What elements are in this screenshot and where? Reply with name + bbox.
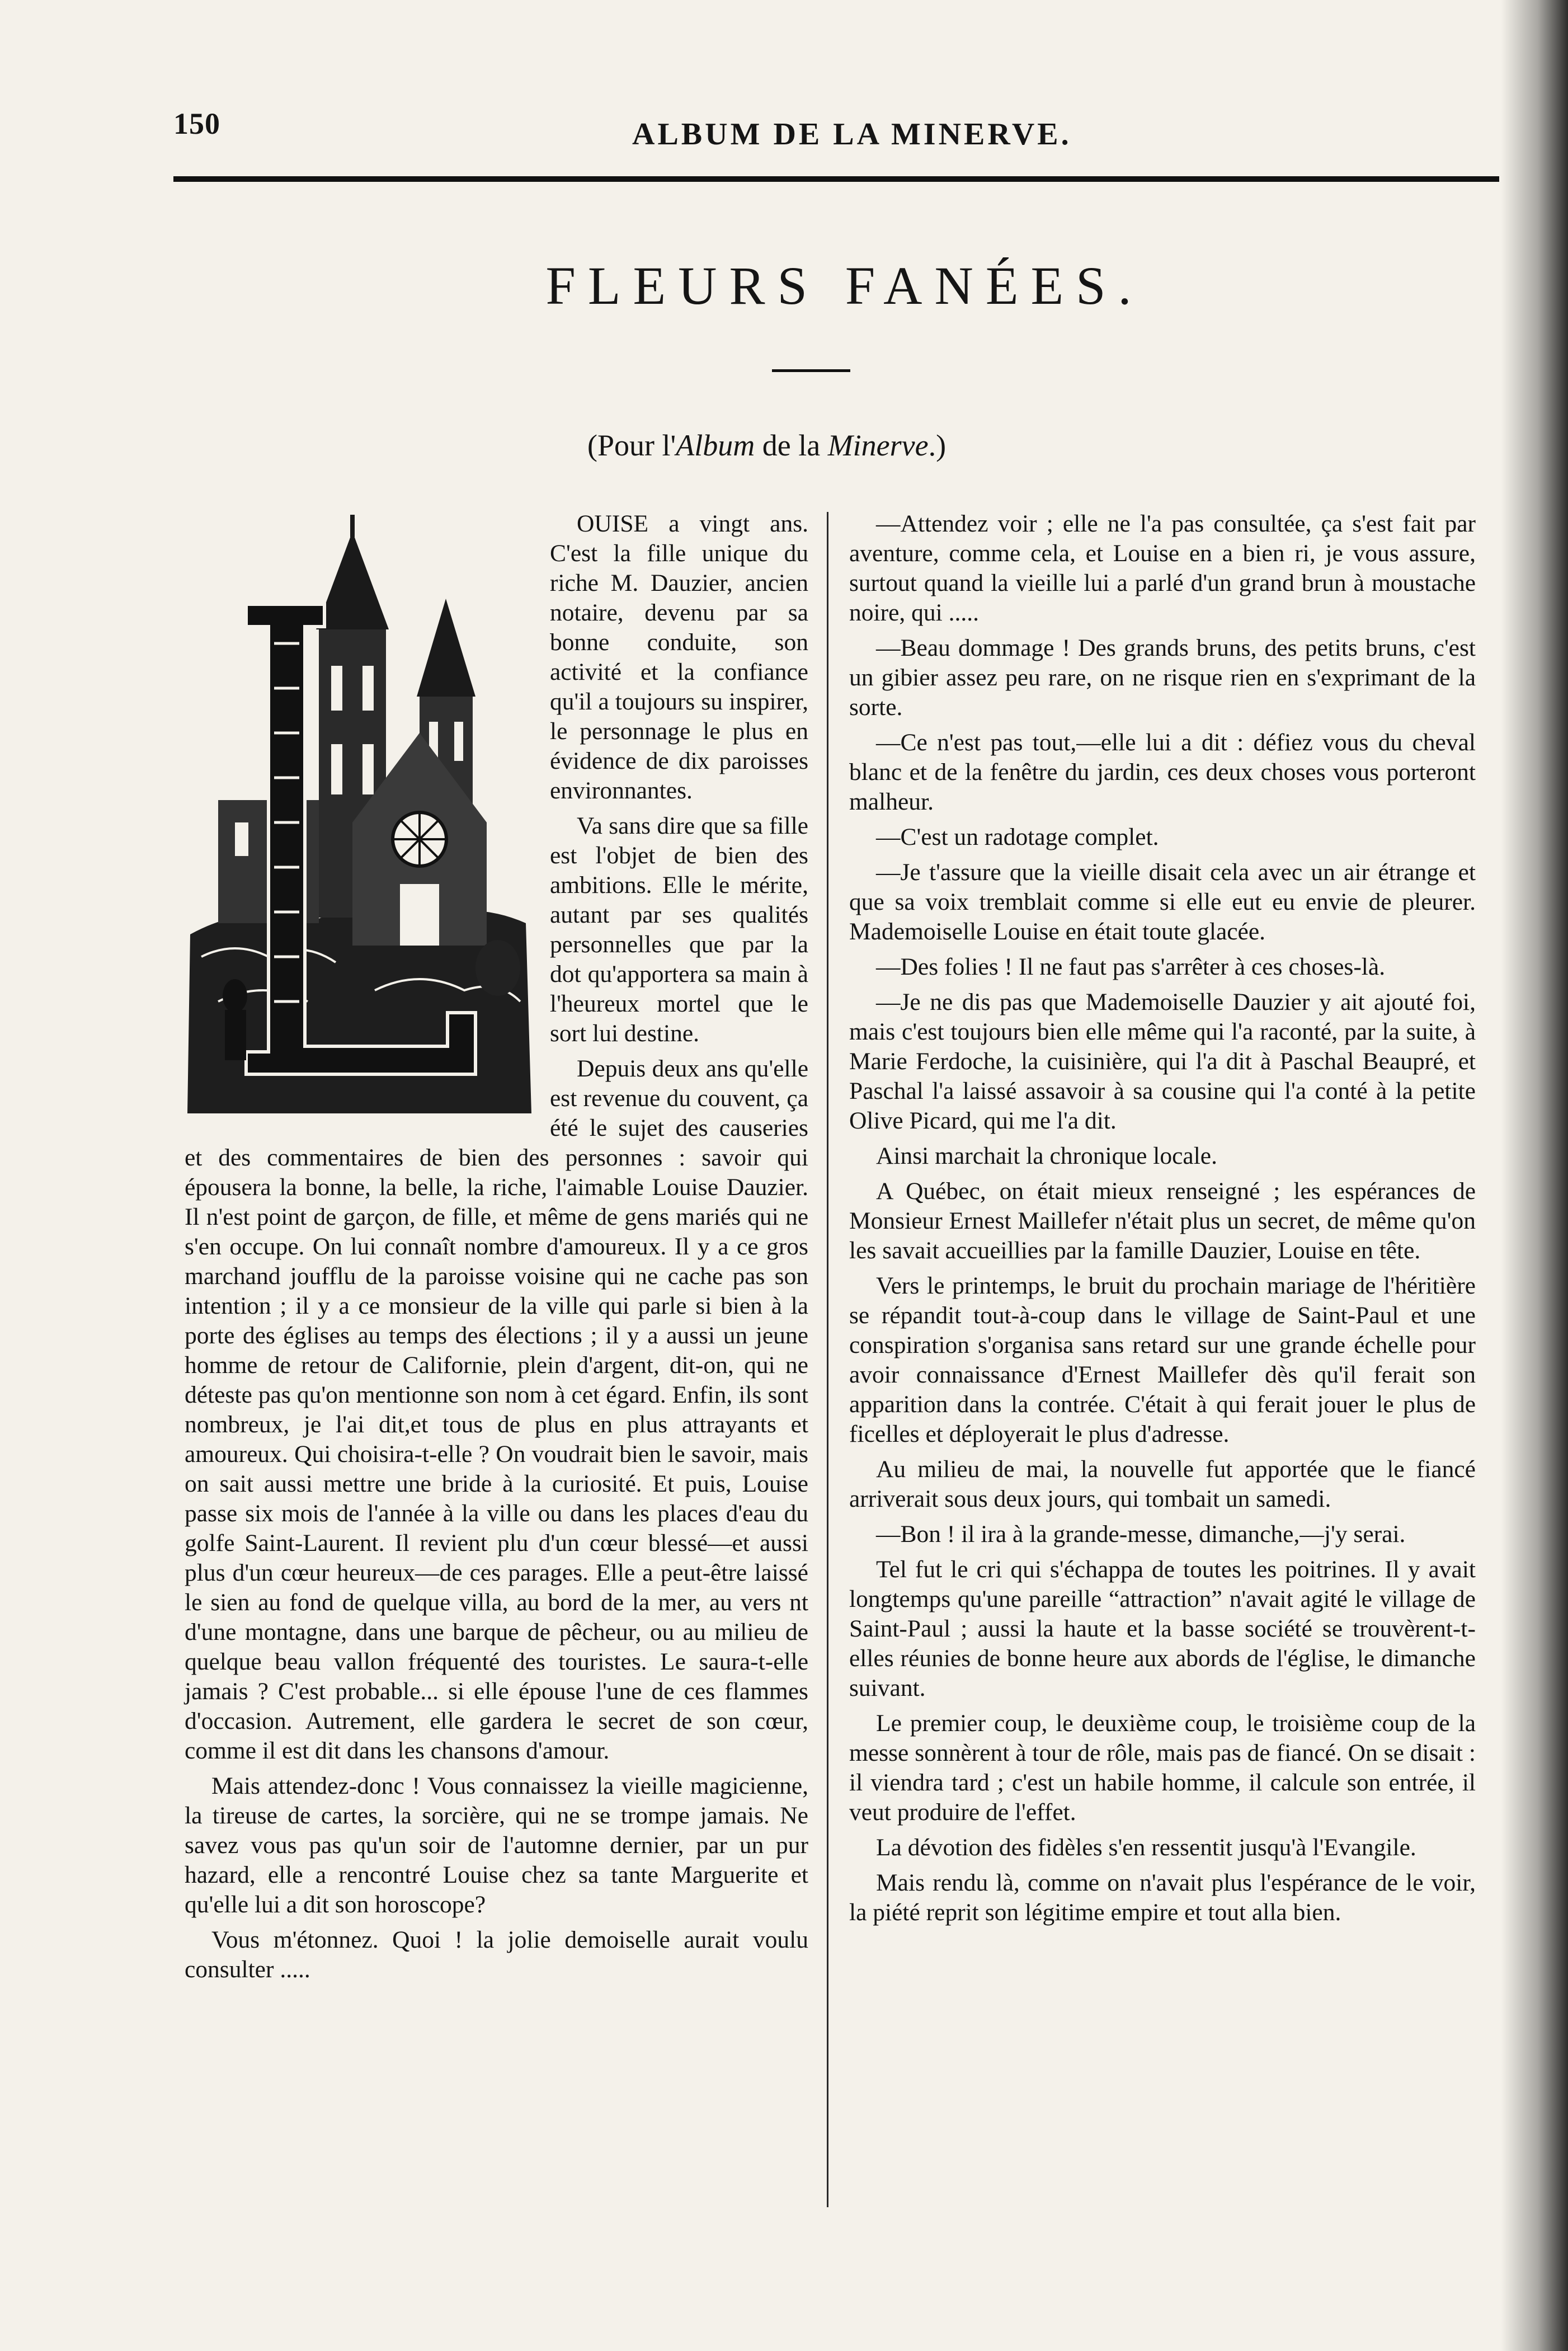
paragraph: Tel fut le cri qui s'échappa de toutes les poitrines. Il y avait longtemps qu'une pareille “attraction” n'avait agité le village de Saint-Paul ; aussi la haute et la basse société se trouvèrent-t-elles réunies de bonne heure aux abords de l'église, le dimanche suivant. [849, 1556, 1476, 1701]
column-divider [827, 512, 828, 2207]
page-number: 150 [173, 107, 220, 140]
paragraph: OUISE a vingt ans. C'est la fille unique du riche M. Dauzier, ancien notaire, devenu par sa bonne conduite, son activité et la confiance qu'il a toujours su inspirer, le personnage le plus en évidence de dix paroisses environnantes. [550, 510, 808, 804]
paragraph: Vous m'étonnez. Quoi ! la jolie demoiselle aurait voulu consulter ..... [185, 1926, 808, 1983]
paragraph: —Des folies ! Il ne faut pas s'arrêter à ces choses-là. [876, 953, 1386, 980]
paragraph: Va sans dire que sa fille est l'objet de bien des ambitions. Elle le mérite, autant par ses qualités personnelles que par la dot qu'apportera sa main à l'heureux mortel que le sort lui destine. [550, 812, 808, 1047]
right-column [849, 509, 1476, 1933]
illustrated-dropcap [185, 509, 534, 1119]
byline-de-la: de la [755, 429, 828, 462]
running-title: ALBUM DE LA MINERVE. [632, 117, 1072, 152]
byline-prefix: (Pour l' [587, 429, 676, 462]
left-column [185, 509, 808, 1990]
paragraph: —Bon ! il ira à la grande-messe, dimanche,—j'y serai. [876, 1521, 1406, 1548]
byline-minerve: Minerve [827, 429, 929, 462]
church-illustration [185, 509, 534, 1119]
article-title: FLEURS FANÉES. [545, 256, 1144, 316]
paragraph: —Attendez voir ; elle ne l'a pas consultée, ça s'est fait par aventure, comme cela, et Louise en a bien ri, je vous assure, surtout quand la vieille lui a parlé d'un grand brun à moustache noire, qui ..... [849, 510, 1476, 626]
paragraph: La dévotion des fidèles s'en ressentit jusqu'à l'Evangile. [876, 1834, 1416, 1861]
paragraph: —Je t'assure que la vieille disait cela avec un air étrange et que sa voix tremblait comme si elle eut eu envie de pleurer. Mademoiselle Louise en était toute glacée. [849, 859, 1476, 945]
paragraph: Vers le printemps, le bruit du prochain mariage de l'héritière se répandit tout-à-coup dans le village de Saint-Paul et une conspiration s'organisa sans retard sur une grande échelle pour avoir connaissance d'Ernest Maillefer dès qu'il ferait son apparition dans la contrée. C'était à qui ferait jouer le plus de ficelles et déployerait le plus d'adresse. [849, 1272, 1476, 1447]
page-header [173, 106, 1494, 173]
paragraph: Depuis deux ans qu'elle est revenue du couvent, ça été le sujet des causeries et des commentaires de bien des personnes : savoir qui épousera la bonne, la belle, la riche, l'aimable Louise Dauzier. Il n'est point de garçon, de fille, et même de gens mariés qui ne s'en occupe. On lui connaît nombre d'amoureux. Il y a ce gros marchand joufflu de la paroisse voisine qui ne cache pas son intention ; il y a ce monsieur de la ville qui parle si bien à la porte des églises au temps des élections ; il y a aussi un jeune homme de retour de Californie, plein d'argent, dit-on, qui ne déteste pas qu'on mentionne son nom à cet égard. Enfin, ils sont nombreux, je l'ai dit,et tous de plus en plus attrayants et amoureux. Qui choisira-t-elle ? On voudrait bien le savoir, mais on sait aussi mettre une bride à la curiosité. Et puis, Louise passe six mois de l'année à la ville ou dans les places d'eau du golfe Saint-Laurent. Il revient plu d'un cœur blessé—et aussi plus d'un cœur heureux—de ces parages. Elle a peut-être laissé le sien au fond de quelque villa, au bord de la mer, au vers nt d'une montagne, dans une barque de pêcheur, ou au milieu de quelque beau vallon fréquenté des touristes. Le saura-t-elle jamais ? C'est probable... si elle épouse l'une de ces flammes d'occasion. Autrement, elle gardera le secret de son cœur, comme il est dit dans les chansons d'amour. [185, 1055, 808, 1764]
byline-suffix: .) [928, 429, 947, 462]
paragraph: —Beau dommage ! Des grands bruns, des petits bruns, c'est un gibier assez peu rare, on ne risque rien en s'exprimant de la sorte. [849, 634, 1476, 721]
byline [587, 428, 946, 463]
paragraph: Le premier coup, le deuxième coup, le troisième coup de la messe sonnèrent à tour de rôle, mais pas de fiancé. On se disait : il viendra tard ; c'est un habile homme, il calcule son entrée, il veut produire de l'effet. [849, 1710, 1476, 1826]
paragraph: —Je ne dis pas que Mademoiselle Dauzier y ait ajouté foi, mais c'est toujours bien elle même qui l'a raconté, par la suite, à Marie Ferdoche, la cuisinière, qui l'a dit à Paschal Beaupré, et Paschal l'a laissé assavoir à sa cousine qui l'a conté à la petite Olive Picard, qui me l'a dit. [849, 989, 1476, 1134]
paragraph: —Ce n'est pas tout,—elle lui a dit : défiez vous du cheval blanc et de la fenêtre du jardin, ces deux choses vous porteront malheur. [849, 729, 1476, 815]
title-rule [772, 369, 850, 372]
paragraph: Ainsi marchait la chronique locale. [876, 1142, 1217, 1169]
paragraph: A Québec, on était mieux renseigné ; les espérances de Monsieur Ernest Maillefer n'était plus un secret, de même qu'on les savait accueillies par la famille Dauzier, Louise en tête. [849, 1178, 1476, 1264]
paragraph: Mais attendez-donc ! Vous connaissez la vieille magicienne, la tireuse de cartes, la sorcière, qui ne se trompe jamais. Ne savez vous pas qu'un soir de l'automne dernier, par un pur hazard, elle a rencontré Louise chez sa tante Marguerite et qu'elle lui a dit son horoscope? [185, 1772, 808, 1918]
paragraph: —C'est un radotage complet. [876, 824, 1159, 850]
byline-album: Album [676, 429, 755, 462]
paragraph: Au milieu de mai, la nouvelle fut apportée que le fiancé arriverait sous deux jours, qui tombait un samedi. [849, 1456, 1476, 1512]
scan-edge-shadow [1501, 0, 1568, 2351]
paragraph: Mais rendu là, comme on n'avait plus l'espérance de le voir, la piété reprit son légitime empire et tout alla bien. [849, 1869, 1476, 1926]
header-rule [173, 176, 1499, 182]
